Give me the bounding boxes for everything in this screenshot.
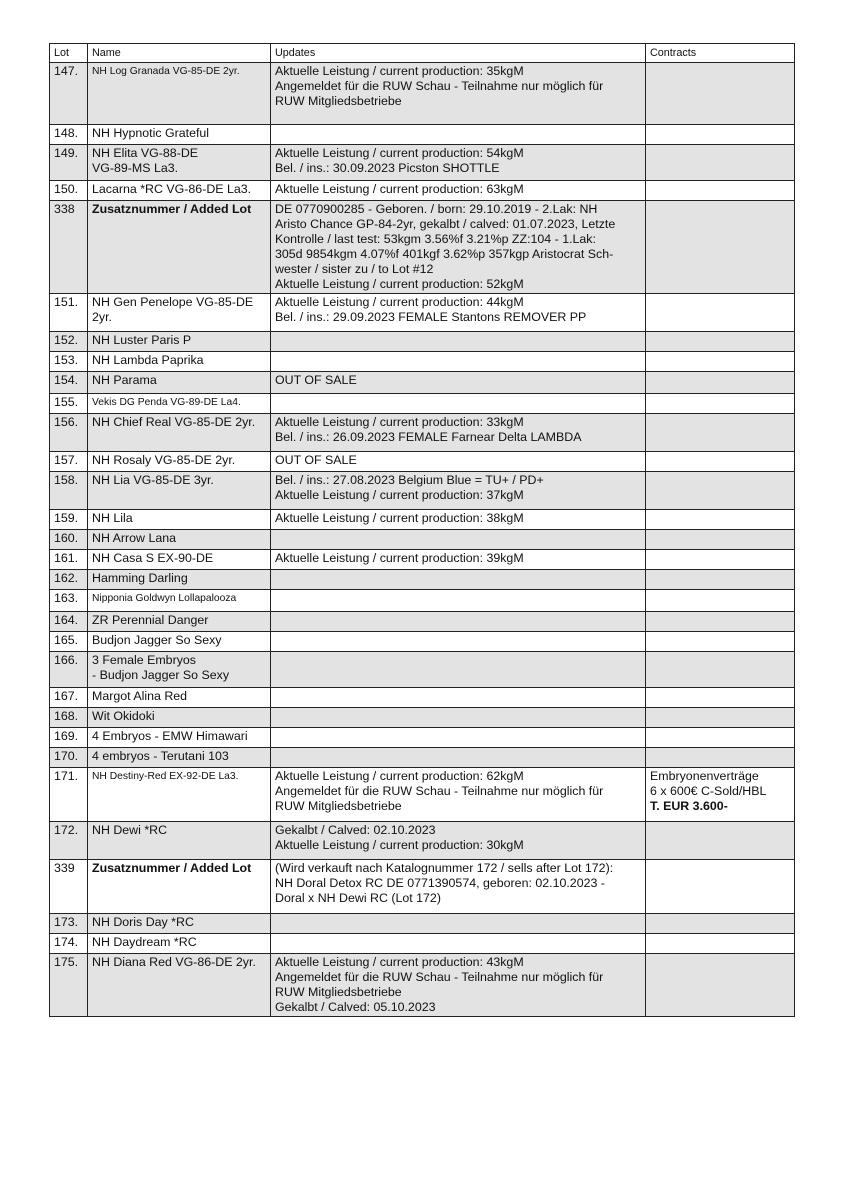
table-row (50, 708, 795, 728)
cell-lot: 168. (50, 708, 88, 728)
cell-name: NH Lambda Paprika (88, 352, 271, 372)
cell-contracts (646, 372, 795, 394)
cell-name: NH Daydream *RC (88, 934, 271, 954)
cell-contracts (646, 332, 795, 352)
cell-lot: 147. (50, 63, 88, 125)
cell-lot: 157. (50, 452, 88, 472)
cell-updates (271, 530, 646, 550)
cell-updates (271, 352, 646, 372)
cell-contracts (646, 748, 795, 768)
cell-lot: 166. (50, 652, 88, 688)
cell-lot: 150. (50, 181, 88, 201)
table-row (50, 768, 795, 822)
cell-lot: 175. (50, 954, 88, 1017)
cell-contracts (646, 201, 795, 294)
cell-lot: 169. (50, 728, 88, 748)
table-row (50, 632, 795, 652)
cell-lot: 339 (50, 860, 88, 914)
cell-name: NH Diana Red VG-86-DE 2yr. (88, 954, 271, 1017)
cell-updates (271, 934, 646, 954)
header-name: Name (88, 44, 271, 63)
cell-contracts (646, 550, 795, 570)
cell-name: NH Lila (88, 510, 271, 530)
header-lot: Lot (50, 44, 88, 63)
cell-name: Budjon Jagger So Sexy (88, 632, 271, 652)
cell-updates (271, 332, 646, 352)
table-row (50, 590, 795, 612)
cell-name: Vekis DG Penda VG-89-DE La4. (88, 394, 271, 414)
cell-lot: 164. (50, 612, 88, 632)
cell-name: 3 Female Embryos - Budjon Jagger So Sexy (88, 652, 271, 688)
cell-contracts (646, 472, 795, 510)
cell-contracts (646, 954, 795, 1017)
cell-contracts (646, 181, 795, 201)
cell-name: NH Hypnotic Grateful (88, 125, 271, 145)
table-row (50, 688, 795, 708)
table-row (50, 530, 795, 550)
cell-contracts (646, 294, 795, 332)
table-row (50, 63, 795, 125)
cell-lot: 160. (50, 530, 88, 550)
cell-updates: OUT OF SALE (271, 452, 646, 472)
cell-updates (271, 708, 646, 728)
contracts-text: Embryonenverträge 6 x 600€ C-Sold/HBL (650, 769, 767, 798)
cell-lot: 155. (50, 394, 88, 414)
cell-updates (271, 914, 646, 934)
cell-contracts (646, 822, 795, 860)
cell-contracts (646, 145, 795, 181)
cell-name: NH Luster Paris P (88, 332, 271, 352)
table-row (50, 914, 795, 934)
cell-name: NH Lia VG-85-DE 3yr. (88, 472, 271, 510)
table-row (50, 860, 795, 914)
cell-updates: Gekalbt / Calved: 02.10.2023 Aktuelle Leistung / current production: 30kgM (271, 822, 646, 860)
cell-lot: 149. (50, 145, 88, 181)
cell-updates: Aktuelle Leistung / current production: 62kgM Angemeldet für die RUW Schau - Teilnahme nur möglich für RUW Mitgliedsbetriebe (271, 768, 646, 822)
table-row (50, 125, 795, 145)
table-row (50, 550, 795, 570)
cell-contracts (646, 452, 795, 472)
cell-name: NH Log Granada VG-85-DE 2yr. (88, 63, 271, 125)
cell-name: Nipponia Goldwyn Lollapalooza (88, 590, 271, 612)
cell-name: NH Elita VG-88-DE VG-89-MS La3. (88, 145, 271, 181)
cell-updates: (Wird verkauft nach Katalognummer 172 / sells after Lot 172): NH Doral Detox RC DE 0771390574, geboren: 02.10.2023 - Doral x NH Dewi RC (Lot 172) (271, 860, 646, 914)
cell-updates: Bel. / ins.: 27.08.2023 Belgium Blue = TU+ / PD+ Aktuelle Leistung / current production: 37kgM (271, 472, 646, 510)
header-updates: Updates (271, 44, 646, 63)
cell-lot: 152. (50, 332, 88, 352)
cell-lot: 158. (50, 472, 88, 510)
cell-contracts (646, 728, 795, 748)
cell-contracts (646, 708, 795, 728)
cell-contracts (646, 530, 795, 550)
cell-name: Zusatznummer / Added Lot (88, 860, 271, 914)
table-row (50, 570, 795, 590)
cell-lot: 167. (50, 688, 88, 708)
cell-contracts (646, 352, 795, 372)
cell-lot: 161. (50, 550, 88, 570)
cell-contracts (646, 914, 795, 934)
cell-updates (271, 125, 646, 145)
cell-contracts (646, 414, 795, 452)
cell-lot: 338 (50, 201, 88, 294)
cell-contracts (646, 860, 795, 914)
cell-name: Margot Alina Red (88, 688, 271, 708)
table-row (50, 652, 795, 688)
cell-updates: Aktuelle Leistung / current production: 35kgM Angemeldet für die RUW Schau - Teilnahme nur möglich für RUW Mitgliedsbetriebe (271, 63, 646, 125)
cell-name: 4 embryos - Terutani 103 (88, 748, 271, 768)
cell-updates: Aktuelle Leistung / current production: 54kgM Bel. / ins.: 30.09.2023 Picston SHOTTLE (271, 145, 646, 181)
cell-lot: 162. (50, 570, 88, 590)
cell-name: Zusatznummer / Added Lot (88, 201, 271, 294)
cell-name: NH Destiny-Red EX-92-DE La3. (88, 768, 271, 822)
table-row (50, 934, 795, 954)
table-row (50, 372, 795, 394)
cell-updates (271, 570, 646, 590)
table-row (50, 414, 795, 452)
table-row (50, 145, 795, 181)
table-row (50, 201, 795, 294)
cell-updates: Aktuelle Leistung / current production: 44kgM Bel. / ins.: 29.09.2023 FEMALE Stantons REMOVER PP (271, 294, 646, 332)
cell-contracts (646, 688, 795, 708)
cell-updates: Aktuelle Leistung / current production: 38kgM (271, 510, 646, 530)
cell-updates (271, 632, 646, 652)
cell-updates: OUT OF SALE (271, 372, 646, 394)
cell-lot: 148. (50, 125, 88, 145)
table-row (50, 332, 795, 352)
lot-updates-table (49, 43, 795, 1017)
table-row (50, 472, 795, 510)
cell-name: NH Parama (88, 372, 271, 394)
cell-contracts (646, 125, 795, 145)
cell-updates (271, 590, 646, 612)
cell-contracts (646, 612, 795, 632)
cell-lot: 153. (50, 352, 88, 372)
table-row (50, 822, 795, 860)
table-row (50, 748, 795, 768)
cell-contracts (646, 768, 795, 822)
cell-contracts (646, 934, 795, 954)
cell-name: Wit Okidoki (88, 708, 271, 728)
table-row (50, 510, 795, 530)
table-row (50, 352, 795, 372)
table-row (50, 294, 795, 332)
cell-lot: 172. (50, 822, 88, 860)
cell-lot: 159. (50, 510, 88, 530)
cell-name: ZR Perennial Danger (88, 612, 271, 632)
cell-lot: 156. (50, 414, 88, 452)
table-row (50, 728, 795, 748)
table-row (50, 181, 795, 201)
cell-updates: DE 0770900285 - Geboren. / born: 29.10.2019 - 2.Lak: NH Aristo Chance GP-84-2yr, gekalbt / calved: 01.07.2023, Letzte Kontrolle / last test: 53kgm 3.56%f 3.21%p ZZ:104 - 1.Lak: 305d 9854kgm 4.07%f 401kgf 3.62%p 357kgp Aristocrat Sch- wester / sister zu / to Lot #12 Aktuelle Leistung / current production: 52kgM (271, 201, 646, 294)
contracts-total: T. EUR 3.600- (650, 799, 728, 813)
cell-updates: Aktuelle Leistung / current production: 43kgM Angemeldet für die RUW Schau - Teilnahme nur möglich für RUW Mitgliedsbetriebe Gekalbt / Calved: 05.10.2023 (271, 954, 646, 1017)
table-row (50, 394, 795, 414)
cell-updates: Aktuelle Leistung / current production: 39kgM (271, 550, 646, 570)
cell-lot: 154. (50, 372, 88, 394)
cell-name: Hamming Darling (88, 570, 271, 590)
cell-updates (271, 612, 646, 632)
cell-lot: 163. (50, 590, 88, 612)
cell-updates (271, 728, 646, 748)
table-row (50, 612, 795, 632)
table-row (50, 954, 795, 1017)
cell-contracts (646, 510, 795, 530)
table-row (50, 452, 795, 472)
cell-lot: 151. (50, 294, 88, 332)
cell-name: NH Doris Day *RC (88, 914, 271, 934)
header-contracts: Contracts (646, 44, 795, 63)
cell-contracts (646, 63, 795, 125)
cell-updates: Aktuelle Leistung / current production: 63kgM (271, 181, 646, 201)
cell-name: NH Rosaly VG-85-DE 2yr. (88, 452, 271, 472)
cell-name: NH Casa S EX-90-DE (88, 550, 271, 570)
cell-contracts (646, 632, 795, 652)
cell-contracts (646, 652, 795, 688)
cell-name: NH Arrow Lana (88, 530, 271, 550)
table-header-row (50, 44, 795, 63)
cell-lot: 165. (50, 632, 88, 652)
cell-updates (271, 688, 646, 708)
cell-name: NH Chief Real VG-85-DE 2yr. (88, 414, 271, 452)
cell-contracts (646, 590, 795, 612)
cell-lot: 174. (50, 934, 88, 954)
cell-name: 4 Embryos - EMW Himawari (88, 728, 271, 748)
cell-name: NH Dewi *RC (88, 822, 271, 860)
cell-lot: 171. (50, 768, 88, 822)
cell-updates (271, 748, 646, 768)
cell-updates: Aktuelle Leistung / current production: 33kgM Bel. / ins.: 26.09.2023 FEMALE Farnear Delta LAMBDA (271, 414, 646, 452)
cell-name: Lacarna *RC VG-86-DE La3. (88, 181, 271, 201)
cell-name: NH Gen Penelope VG-85-DE 2yr. (88, 294, 271, 332)
cell-contracts (646, 394, 795, 414)
cell-lot: 173. (50, 914, 88, 934)
cell-lot: 170. (50, 748, 88, 768)
cell-updates (271, 652, 646, 688)
cell-updates (271, 394, 646, 414)
cell-contracts (646, 570, 795, 590)
